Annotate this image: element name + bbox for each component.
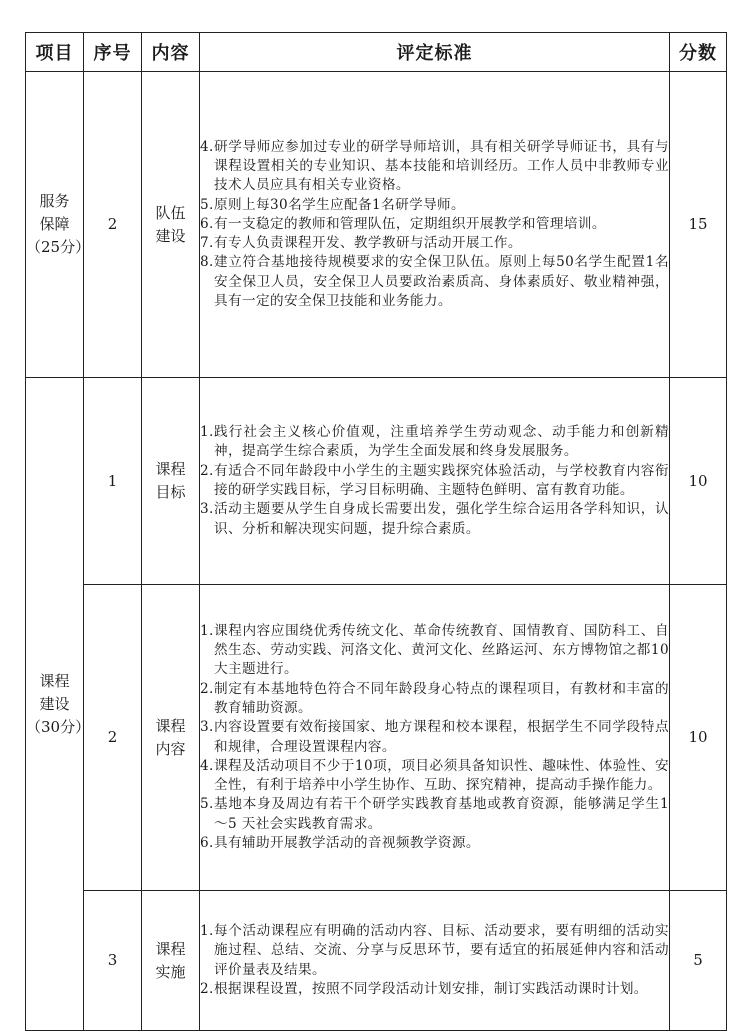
criteria-item xyxy=(200,196,669,215)
score-cell: 15 xyxy=(670,72,727,378)
criteria-cell xyxy=(200,378,670,585)
criteria-item-number: 2. xyxy=(200,980,214,997)
header-content: 内容 xyxy=(142,33,200,72)
row-number: 2 xyxy=(84,585,142,891)
criteria-item-number: 6. xyxy=(200,215,214,232)
criteria-cell xyxy=(200,891,670,1031)
criteria-item-number: 7. xyxy=(200,235,214,252)
criteria-item-number: 1. xyxy=(200,622,214,639)
score-cell: 10 xyxy=(670,585,727,891)
criteria-item-text: 课程内容应围绕优秀传统文化、革命传统教育、国情教育、国防科工、自然生态、劳动实践、河洛文化、黄河文化、丝路运河、东方博物馆之都10大主题进行。 xyxy=(214,622,669,678)
criteria-item xyxy=(200,215,669,234)
criteria-item xyxy=(200,423,669,462)
category-line: （30分） xyxy=(26,717,91,736)
criteria-item-text: 基地本身及周边有若干个研学实践教育基地或教育资源，能够满足学生1～5 天社会实践教育需求。 xyxy=(214,796,669,832)
criteria-list xyxy=(200,138,669,312)
category-line: 服务 xyxy=(39,192,70,210)
table-row xyxy=(26,585,727,891)
criteria-list xyxy=(200,622,669,854)
criteria-item-text: 研学导师应参加过专业的研学导师培训，具有相关研学导师证书，具有与课程设置相关的专业知识、基本技能和培训经历。工作人员中非教师专业技术人员应具有相关专业资格。 xyxy=(214,138,669,194)
criteria-item-text: 根据课程设置，按照不同学段活动计划安排，制订实践活动课时计划。 xyxy=(214,980,648,997)
table-row xyxy=(26,72,727,378)
content-name-line: 课程 xyxy=(155,460,186,478)
criteria-item-text: 建立符合基地接待规模要求的安全保卫队伍。原则上每50名学生配置1名安全保卫人员，安全保卫人员要政治素质高、身体素质好、敬业精神强，具有一定的安全保卫技能和业务能力。 xyxy=(214,254,669,310)
content-name-line: 实施 xyxy=(155,962,186,981)
content-name-cell xyxy=(142,72,200,378)
criteria-item-number: 4. xyxy=(200,138,214,155)
criteria-item xyxy=(200,500,669,539)
content-name-cell xyxy=(142,891,200,1031)
criteria-cell xyxy=(200,72,670,378)
content-name-line: 内容 xyxy=(155,739,186,758)
criteria-item xyxy=(200,718,669,757)
criteria-item-text: 内容设置要有效衔接国家、地方课程和校本课程，根据学生不同学段特点和规律，合理设置课程内容。 xyxy=(214,719,669,755)
header-criteria: 评定标准 xyxy=(200,33,670,72)
row-number: 1 xyxy=(84,378,142,585)
criteria-item xyxy=(200,622,669,680)
category-line: （25分） xyxy=(26,238,91,256)
criteria-item-text: 活动主题要从学生自身成长需要出发，强化学生综合运用各学科知识，认识、分析和解决现实问题，提升综合素质。 xyxy=(214,501,669,537)
criteria-item xyxy=(200,234,669,253)
header-project: 项目 xyxy=(26,33,84,72)
criteria-item-text: 有一支稳定的教师和管理队伍，定期组织开展教学和管理培训。 xyxy=(214,215,606,232)
criteria-item-text: 有适合不同年龄段中小学生的主题实践探究体验活动，与学校教育内容衔接的研学实践目标，学习目标明确、主题特色鲜明、富有教育功能。 xyxy=(214,462,669,498)
criteria-item-number: 2. xyxy=(200,680,214,697)
content-name-line: 目标 xyxy=(155,483,186,501)
criteria-item-text: 践行社会主义核心价值观，注重培养学生劳动观念、动手能力和创新精神，提高学生综合素质，为学生全面发展和终身发展服务。 xyxy=(214,424,669,460)
header-number: 序号 xyxy=(84,33,142,72)
criteria-item-number: 3. xyxy=(200,501,214,518)
criteria-item xyxy=(200,680,669,719)
row-number: 3 xyxy=(84,891,142,1031)
content-name-cell xyxy=(142,378,200,585)
table-row xyxy=(26,378,727,585)
criteria-item-number: 1. xyxy=(200,424,214,441)
criteria-item-number: 2. xyxy=(200,462,214,479)
category-line: 建设 xyxy=(39,694,70,713)
criteria-item-number: 5. xyxy=(200,196,214,213)
category-line: 课程 xyxy=(39,671,70,690)
score-cell: 5 xyxy=(670,891,727,1031)
content-name-cell xyxy=(142,585,200,891)
criteria-item xyxy=(200,834,669,853)
content-name-line: 队伍 xyxy=(155,203,186,222)
criteria-item-number: 3. xyxy=(200,719,214,736)
content-name-line: 建设 xyxy=(155,226,186,245)
criteria-item-text: 有专人负责课程开发、教学教研与活动开展工作。 xyxy=(214,235,522,252)
criteria-item-text: 具有辅助开展教学活动的音视频教学资源。 xyxy=(214,834,480,851)
criteria-item-number: 5. xyxy=(200,796,214,813)
category-line: 保障 xyxy=(39,215,70,233)
criteria-item-text: 制定有本基地特色符合不同年龄段身心特点的课程项目，有教材和丰富的教育辅助资源。 xyxy=(214,680,669,716)
criteria-item-number: 6. xyxy=(200,834,214,851)
criteria-item xyxy=(200,253,669,311)
header-row xyxy=(26,33,727,72)
content-name-line: 课程 xyxy=(155,716,186,735)
evaluation-table xyxy=(25,32,727,1031)
content-name-line: 课程 xyxy=(155,939,186,958)
criteria-item xyxy=(200,138,669,196)
criteria-item-text: 原则上每30名学生应配备1名研学导师。 xyxy=(214,196,466,213)
criteria-item xyxy=(200,462,669,501)
row-number: 2 xyxy=(84,72,142,378)
criteria-item xyxy=(200,795,669,834)
criteria-item-text: 每个活动课程应有明确的活动内容、目标、活动要求，要有明细的活动实施过程、总结、交流、分享与反思环节，要有适宜的拓展延伸内容和活动评价量表及结果。 xyxy=(214,922,669,978)
criteria-cell xyxy=(200,585,670,891)
criteria-item xyxy=(200,980,669,999)
category-cell-course xyxy=(26,378,91,1031)
criteria-list xyxy=(200,423,669,539)
table-row xyxy=(26,891,727,1031)
criteria-item-number: 4. xyxy=(200,757,214,774)
criteria-item-text: 课程及活动项目不少于10项，项目必须具备知识性、趣味性、体验性、安全性，有利于培养中小学生协作、互助、探究精神，提高动手操作能力。 xyxy=(214,757,669,794)
criteria-item-number: 1. xyxy=(200,922,214,939)
criteria-item xyxy=(200,922,669,980)
criteria-item-number: 8. xyxy=(200,254,214,271)
criteria-item xyxy=(200,757,669,796)
category-cell-service xyxy=(26,72,91,378)
score-cell: 10 xyxy=(670,378,727,585)
header-score: 分数 xyxy=(670,33,727,72)
criteria-list xyxy=(200,922,669,999)
